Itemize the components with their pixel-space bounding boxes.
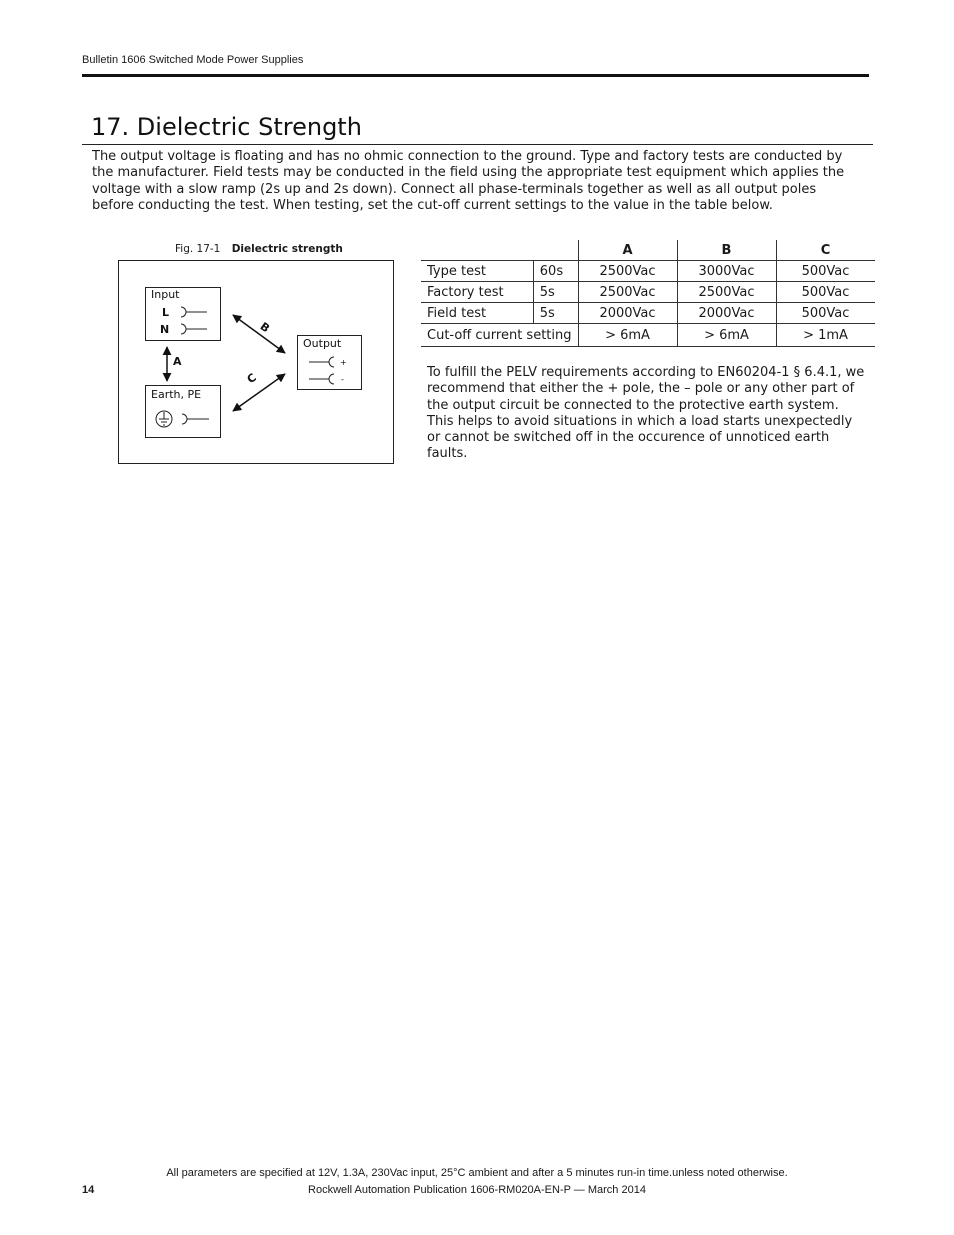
blank-header-cell: [533, 240, 578, 261]
output-minus-symbol: [329, 374, 334, 384]
terminal-l-label: L: [162, 306, 170, 319]
table-row: [421, 261, 875, 282]
page-number: 14: [82, 1184, 95, 1196]
figure-number: Fig. 17-1: [175, 243, 221, 255]
row-time: 5s: [533, 303, 578, 324]
minus-label: -: [341, 375, 344, 384]
table-row: [421, 282, 875, 303]
footer-note: All parameters are specified at 12V, 1.3A, 230Vac input, 25°C ambient and after a 5 minutes run-in time.unless noted otherwise.: [166, 1167, 788, 1179]
row-value: 2000Vac: [677, 303, 776, 324]
table-header-row: [421, 240, 875, 261]
output-label: Output: [303, 337, 342, 350]
cutoff-row: [421, 324, 875, 347]
input-label: Input: [151, 288, 180, 301]
arrow-c: [233, 374, 285, 411]
header-rule: [82, 74, 869, 77]
title-rule: [82, 144, 873, 145]
table-row: [421, 303, 875, 324]
header-b: B: [677, 240, 776, 261]
cutoff-value: > 1mA: [776, 324, 875, 347]
terminal-l-symbol: [181, 307, 186, 317]
row-value: 2500Vac: [578, 282, 677, 303]
earth-terminal-symbol: [182, 414, 187, 424]
row-value: 500Vac: [776, 261, 875, 282]
arrow-a-label: A: [173, 355, 182, 368]
pelv-paragraph: To fulfill the PELV requirements according to EN60204-1 § 6.4.1, we recommend that either the + pole, the – pole or any other part of the output circuit be connected to the protective earth system. This helps to avoid situations in which a load starts unexpectedly or cannot be switched off in the occurence of unnoticed earth faults.: [427, 365, 865, 462]
row-value: 2500Vac: [578, 261, 677, 282]
diagram-svg: [119, 261, 395, 465]
section-title: 17. Dielectric Strength: [91, 113, 362, 141]
row-label: Type test: [421, 261, 533, 282]
plus-label: +: [340, 358, 347, 367]
arrow-b-label: B: [257, 319, 273, 336]
row-time: 5s: [533, 282, 578, 303]
row-value: 2000Vac: [578, 303, 677, 324]
earth-label: Earth, PE: [151, 388, 202, 401]
cutoff-label: Cut-off current setting: [421, 324, 578, 347]
row-time: 60s: [533, 261, 578, 282]
intro-paragraph: The output voltage is floating and has no ohmic connection to the ground. Type and factory tests are conducted by the manufacturer. Field tests may be conducted in the field using the appropriate test equipment which applies the voltage with a slow ramp (2s up and 2s down). Connect all phase-terminals together as well as all output poles before conducting the test. When testing, set the cut-off current settings to the value in the table below.: [92, 149, 845, 213]
cutoff-value: > 6mA: [578, 324, 677, 347]
header-c: C: [776, 240, 875, 261]
figure-title: Dielectric strength: [231, 243, 343, 255]
figure-caption: [175, 243, 343, 255]
arrow-c-label: C: [244, 370, 259, 387]
terminal-n-label: N: [160, 323, 170, 336]
running-header: Bulletin 1606 Switched Mode Power Supplies: [82, 54, 304, 66]
row-value: 500Vac: [776, 282, 875, 303]
header-a: A: [578, 240, 677, 261]
row-label: Factory test: [421, 282, 533, 303]
dielectric-table: [421, 240, 875, 347]
footer-publication: Rockwell Automation Publication 1606-RM020A-EN-P — March 2014: [308, 1184, 646, 1196]
row-value: 2500Vac: [677, 282, 776, 303]
row-label: Field test: [421, 303, 533, 324]
output-plus-symbol: [329, 357, 334, 367]
row-value: 500Vac: [776, 303, 875, 324]
cutoff-value: > 6mA: [677, 324, 776, 347]
dielectric-diagram: [118, 260, 394, 464]
arrow-b: [233, 315, 285, 353]
blank-header-cell: [421, 240, 533, 261]
terminal-n-symbol: [181, 324, 186, 334]
row-value: 3000Vac: [677, 261, 776, 282]
